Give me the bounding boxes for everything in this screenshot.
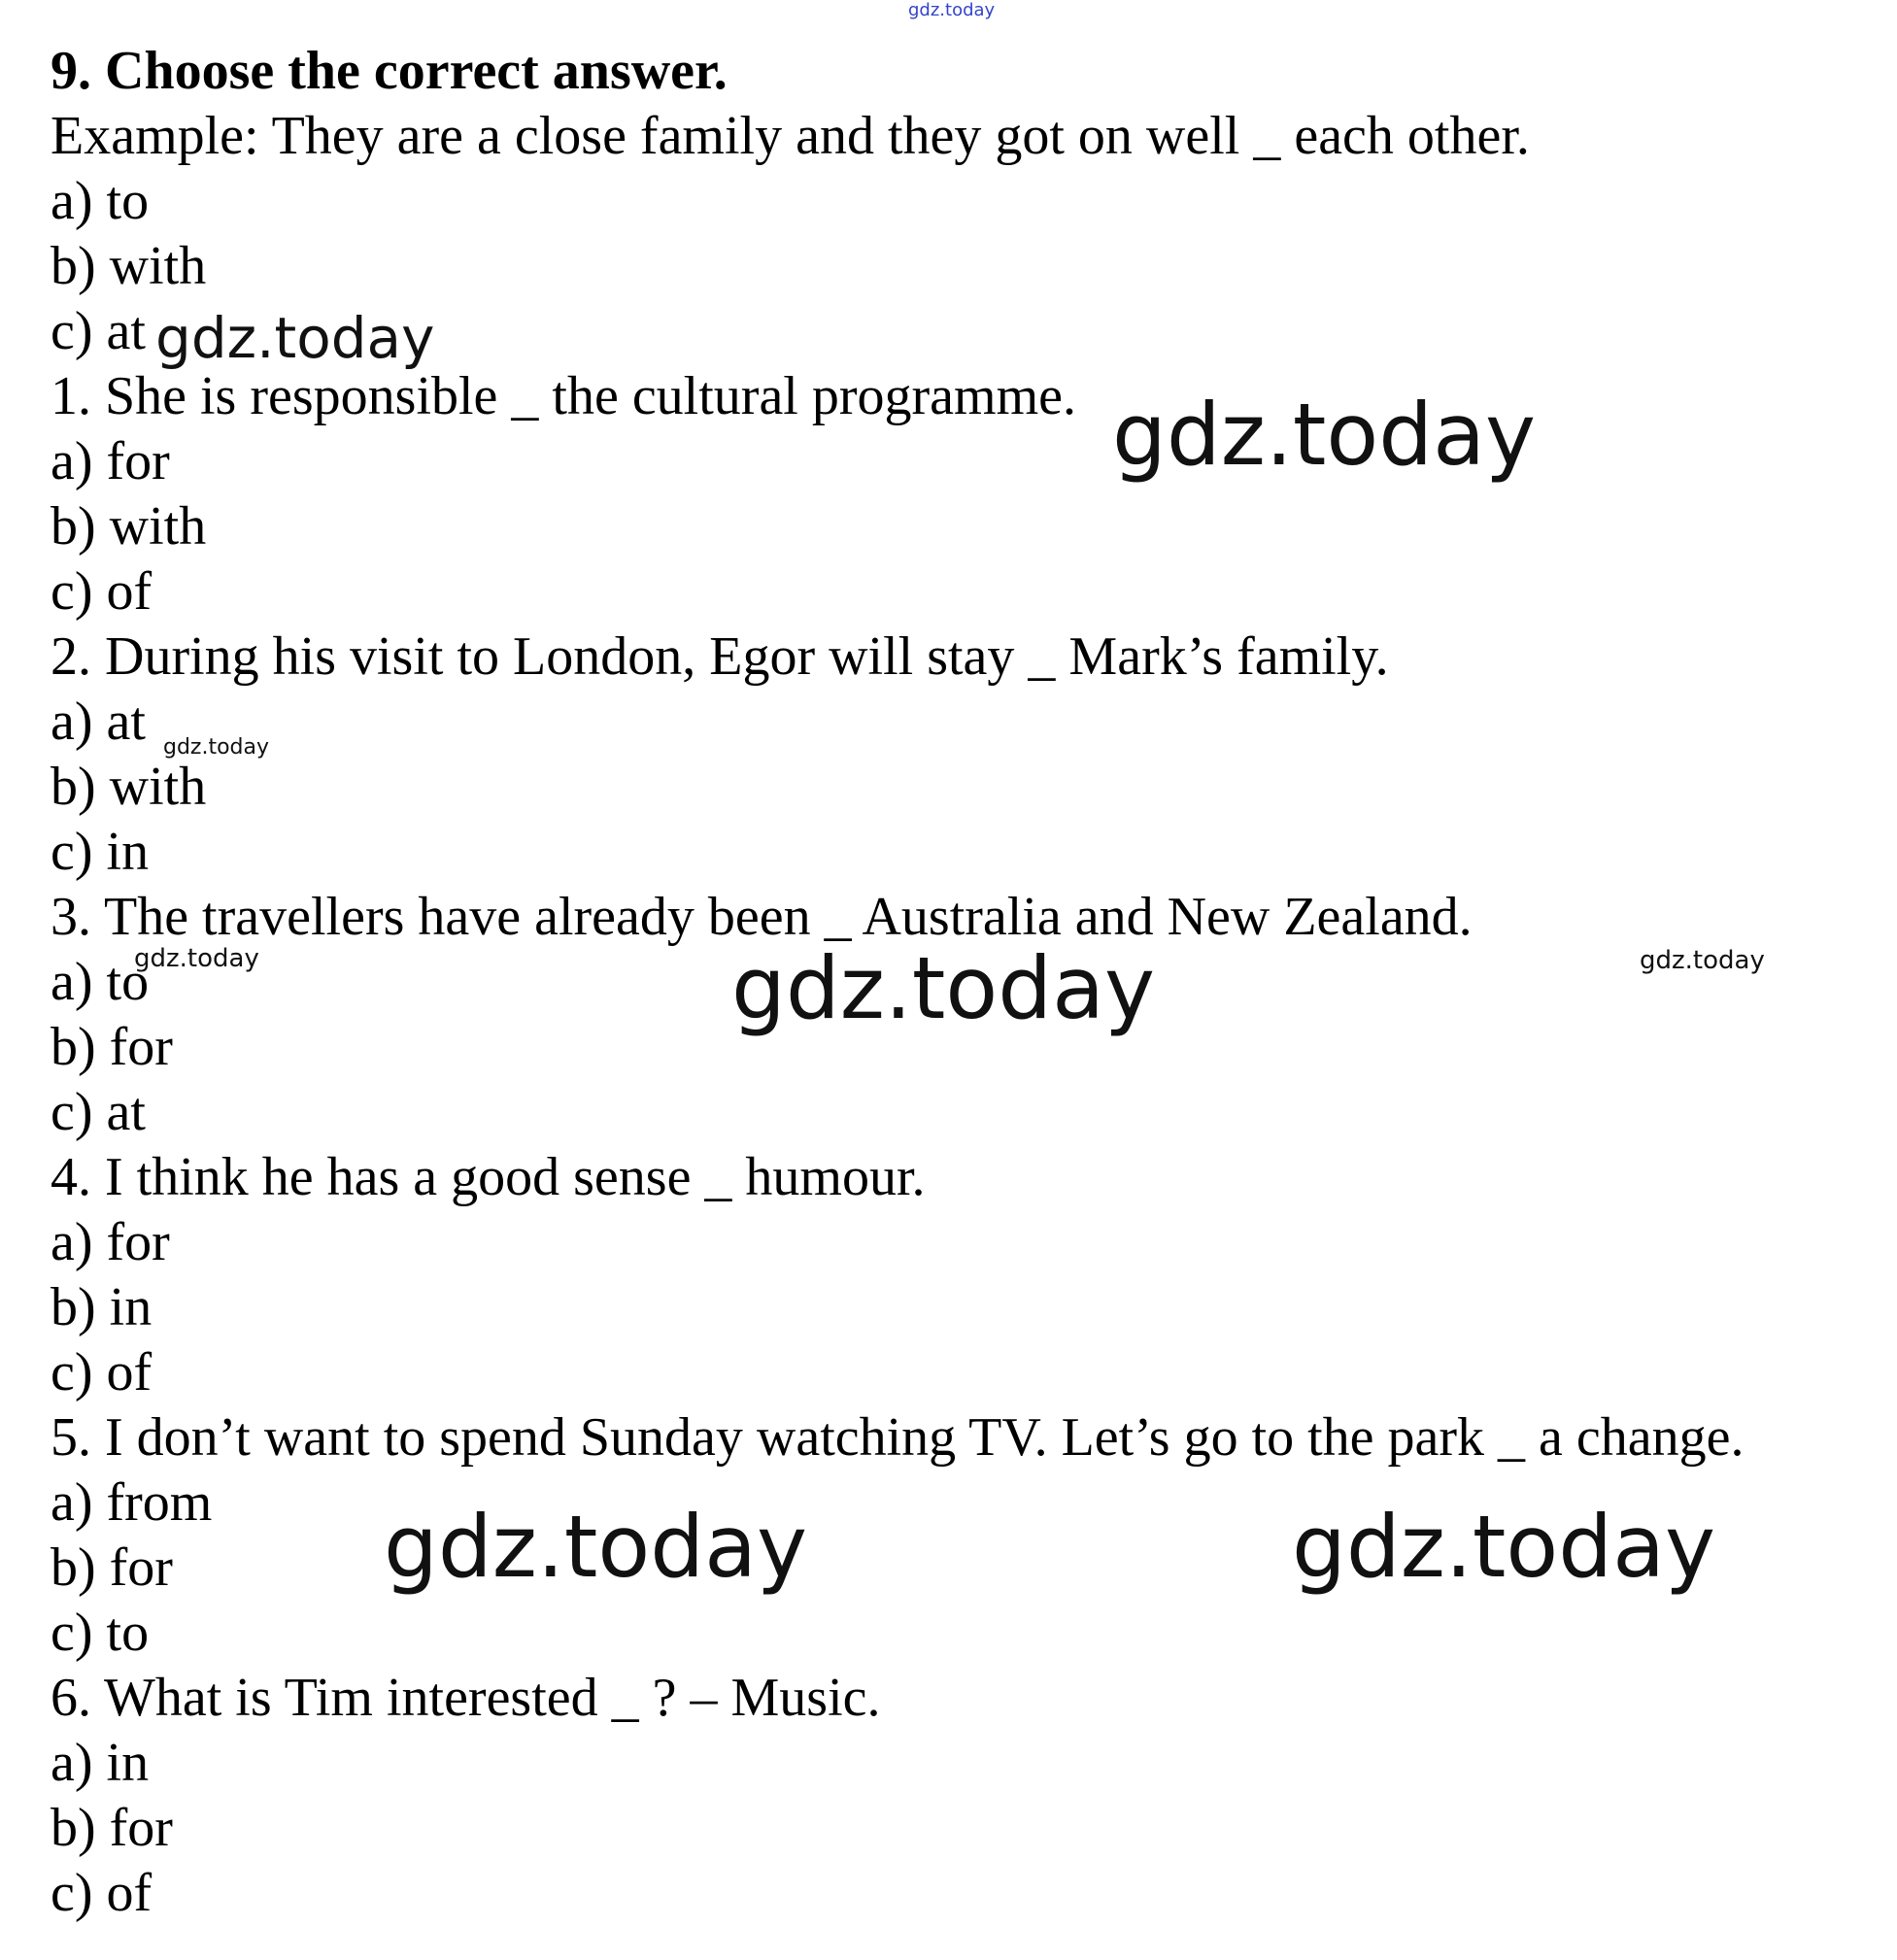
question-5-option-b: b) for <box>51 1538 173 1598</box>
question-6-option-b: b) for <box>51 1798 173 1858</box>
watermark-example: gdz.today <box>155 305 435 371</box>
example-stem: Example: They are a close family and they got on well _ each other. <box>51 106 1530 166</box>
question-5-option-c: c) to <box>51 1603 150 1663</box>
watermark-top: gdz.today <box>908 0 996 20</box>
example-option-c: c) at <box>51 301 146 361</box>
question-3-option-c: c) at <box>51 1082 146 1142</box>
exercise-heading: 9. Choose the correct answer. <box>51 41 728 101</box>
watermark-large-3: gdz.today <box>384 1497 808 1597</box>
question-3-option-a: a) to <box>51 952 150 1012</box>
watermark-small-3: gdz.today <box>1640 946 1765 975</box>
question-5-option-a: a) from <box>51 1472 213 1533</box>
question-6-stem: 6. What is Tim interested _ ? – Music. <box>51 1668 881 1728</box>
question-3-option-b: b) for <box>51 1017 173 1077</box>
example-option-a: a) to <box>51 171 150 231</box>
watermark-large-2: gdz.today <box>731 938 1156 1038</box>
question-2-option-a: a) at <box>51 692 146 752</box>
question-4-stem: 4. I think he has a good sense _ humour. <box>51 1147 926 1207</box>
question-1-option-b: b) with <box>51 496 207 557</box>
question-4-option-c: c) of <box>51 1342 152 1402</box>
watermark-large-1: gdz.today <box>1112 385 1537 485</box>
question-6-option-c: c) of <box>51 1863 152 1923</box>
question-4-option-a: a) for <box>51 1212 170 1272</box>
question-6-option-a: a) in <box>51 1733 150 1793</box>
question-2-option-b: b) with <box>51 757 207 817</box>
question-5-stem: 5. I don’t want to spend Sunday watching TV. Let’s go to the park _ a change. <box>51 1407 1745 1468</box>
question-3-stem: 3. The travellers have already been _ Australia and New Zealand. <box>51 887 1473 947</box>
watermark-large-4: gdz.today <box>1292 1497 1716 1597</box>
question-1-option-c: c) of <box>51 561 152 622</box>
question-1-option-a: a) for <box>51 431 170 491</box>
example-option-b: b) with <box>51 236 207 296</box>
question-1-stem: 1. She is responsible _ the cultural programme. <box>51 366 1076 426</box>
question-4-option-b: b) in <box>51 1277 152 1337</box>
question-2-option-c: c) in <box>51 822 150 882</box>
question-2-stem: 2. During his visit to London, Egor will stay _ Mark’s family. <box>51 626 1389 687</box>
watermark-small-1: gdz.today <box>163 735 270 760</box>
watermark-small-2: gdz.today <box>134 944 259 973</box>
